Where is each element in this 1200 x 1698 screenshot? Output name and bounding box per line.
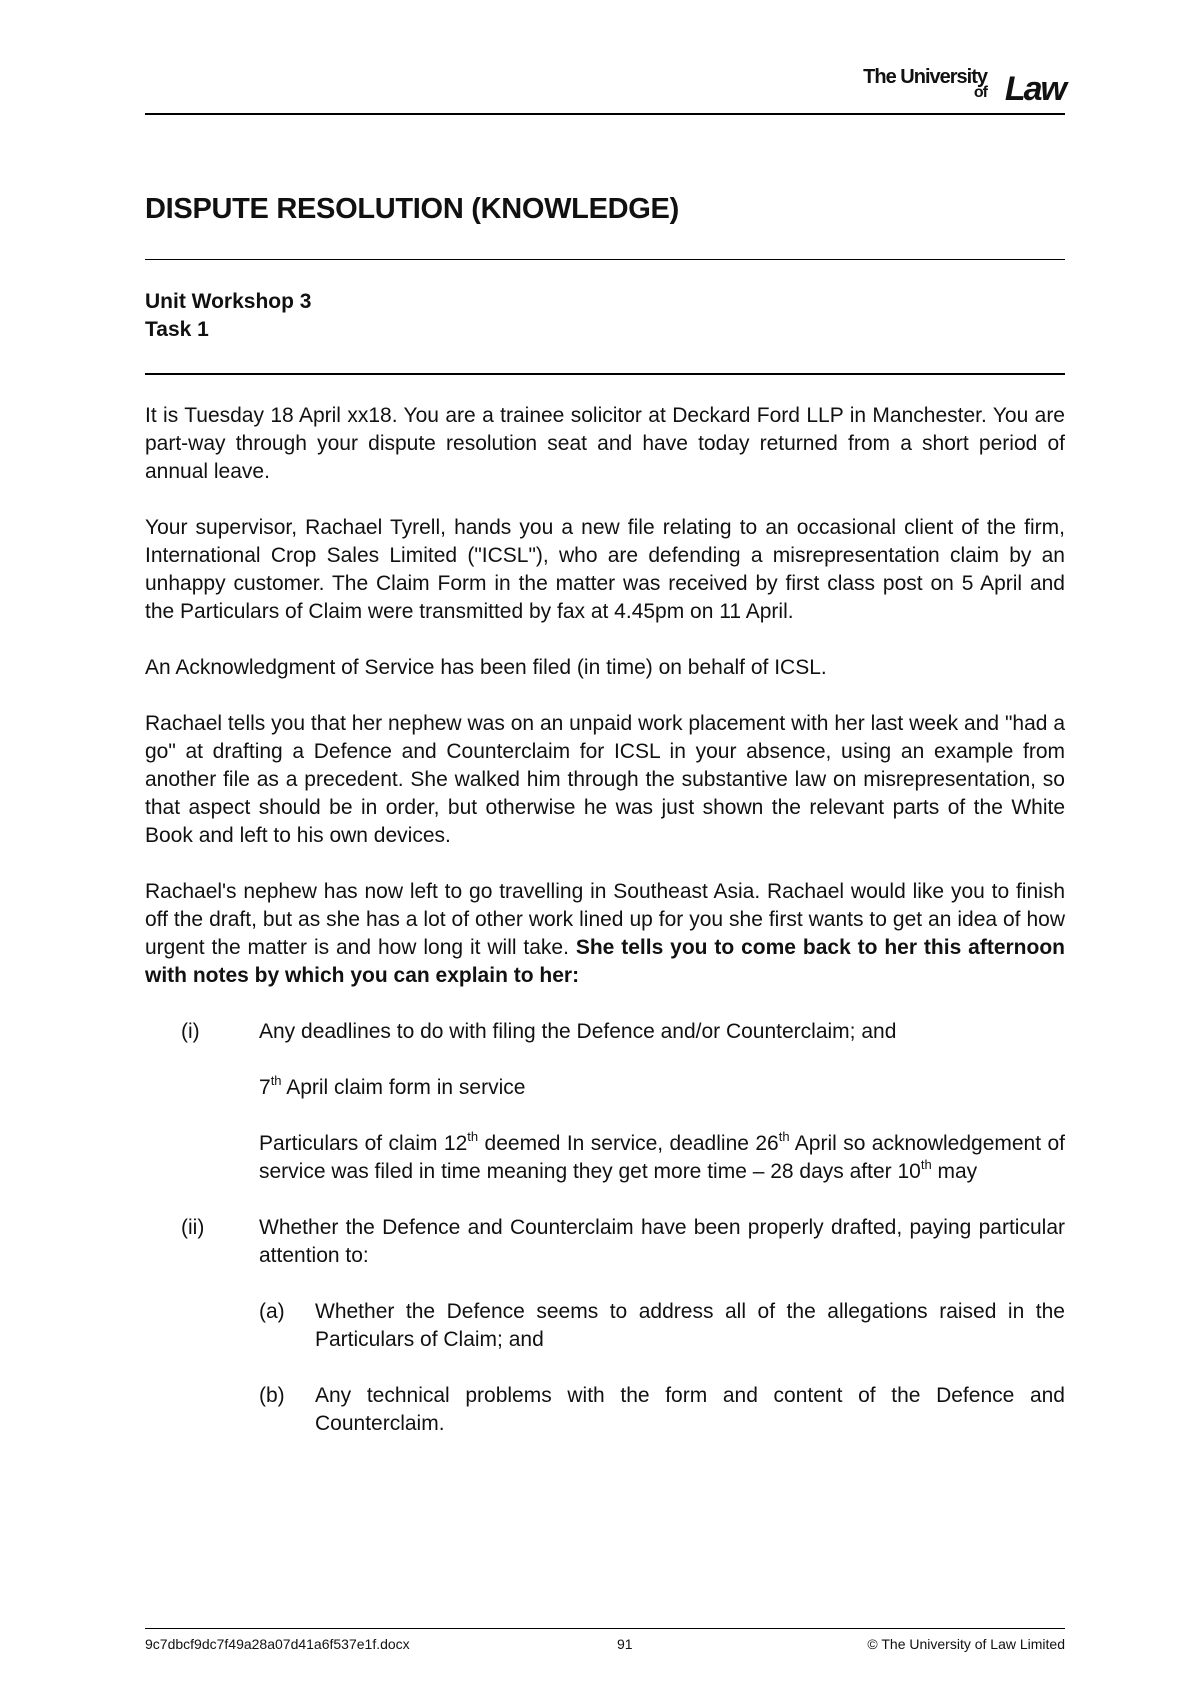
note-text: April claim form in service [281, 1076, 526, 1099]
footer-copyright: © The University of Law Limited [867, 1636, 1065, 1652]
note-text: deemed In service, deadline 26 [478, 1132, 779, 1155]
sub-item-text: Any technical problems with the form and content of the Defence and Counterclaim. [315, 1384, 1065, 1435]
list-item-text: Whether the Defence and Counterclaim have been properly drafted, paying particular attention to: [259, 1216, 1065, 1267]
note-superscript: th [778, 1129, 790, 1144]
paragraph-5-bold-text: She tells you to come back to her this afternoon with notes by which you can explain to her: [145, 936, 1065, 987]
unit-heading: Unit Workshop 3 [145, 290, 312, 313]
sub-item-b [259, 1382, 1065, 1438]
note-text: 7 [259, 1076, 271, 1099]
logo-text-line2: of [973, 84, 987, 101]
list-item-text: Any deadlines to do with filing the Defence and/or Counterclaim; and [259, 1020, 897, 1043]
paragraph-1: It is Tuesday 18 April xx18. You are a trainee solicitor at Deckard Ford LLP in Manchester. You are part-way through your dispute resolution seat and have today returned from a short period of annual leave. [145, 404, 1065, 483]
document-page [145, 0, 1065, 1698]
sub-item-number: (b) [259, 1384, 285, 1407]
note-text: may [931, 1160, 978, 1183]
paragraph-5-text: Rachael's nephew has now left to go travelling in Southeast Asia. Rachael would like you to finish off the draft, but as she has a lot of other work lined up for you she first wants to get an idea of how urgent the matter is and how long it will take. [145, 880, 1065, 959]
task-heading: Task 1 [145, 318, 209, 341]
university-logo [855, 66, 1065, 106]
document-title: DISPUTE RESOLUTION (KNOWLEDGE) [145, 193, 679, 225]
header-divider [145, 113, 1065, 115]
handwritten-note-1 [259, 1074, 1065, 1102]
paragraph-5 [145, 878, 1065, 990]
list-number: (i) [181, 1020, 200, 1043]
sub-item-number: (a) [259, 1300, 285, 1323]
footer-filename: 9c7dbcf9dc7f49a28a07d41a6f537e1f.docx [145, 1636, 410, 1652]
logo-text-line1: The University [863, 66, 987, 88]
note-superscript: th [270, 1073, 282, 1088]
note-text: Particulars of claim 12 [259, 1132, 468, 1155]
note-superscript: th [920, 1157, 932, 1172]
paragraph-4: Rachael tells you that her nephew was on an unpaid work placement with her last week and "had a go" at drafting a Defence and Counterclaim for ICSL in your absence, using an example from another file as a precedent. She walked him through the substantive law on misrepresentation, so that aspect should be in order, but otherwise he was just shown the relevant parts of the White Book and left to his own devices. [145, 712, 1065, 847]
title-divider [145, 259, 1065, 260]
note-superscript: th [467, 1129, 479, 1144]
list-item-i [145, 1018, 1065, 1046]
section-divider [145, 373, 1065, 375]
paragraph-3: An Acknowledgment of Service has been filed (in time) on behalf of ICSL. [145, 656, 827, 679]
logo-text-line3: Law [1004, 70, 1065, 108]
note-text: April so acknowledgement of service was filed in time meaning they get more time – 28 days after 10 [259, 1132, 1065, 1183]
document-body [145, 402, 1065, 1466]
footer-page-number: 91 [617, 1636, 633, 1652]
handwritten-note-2 [259, 1130, 1065, 1186]
list-item-ii [145, 1214, 1065, 1270]
paragraph-2: Your supervisor, Rachael Tyrell, hands you a new file relating to an occasional client of the firm, International Crop Sales Limited ("ICSL"), who are defending a misrepresentation claim by an unhappy customer. The Claim Form in the matter was received by first class post on 5 April and the Particulars of Claim were transmitted by fax at 4.45pm on 11 April. [145, 516, 1065, 623]
sub-item-text: Whether the Defence seems to address all of the allegations raised in the Particulars of Claim; and [315, 1300, 1065, 1351]
list-number: (ii) [181, 1216, 205, 1239]
footer-divider [145, 1628, 1065, 1629]
sub-item-a [259, 1298, 1065, 1354]
